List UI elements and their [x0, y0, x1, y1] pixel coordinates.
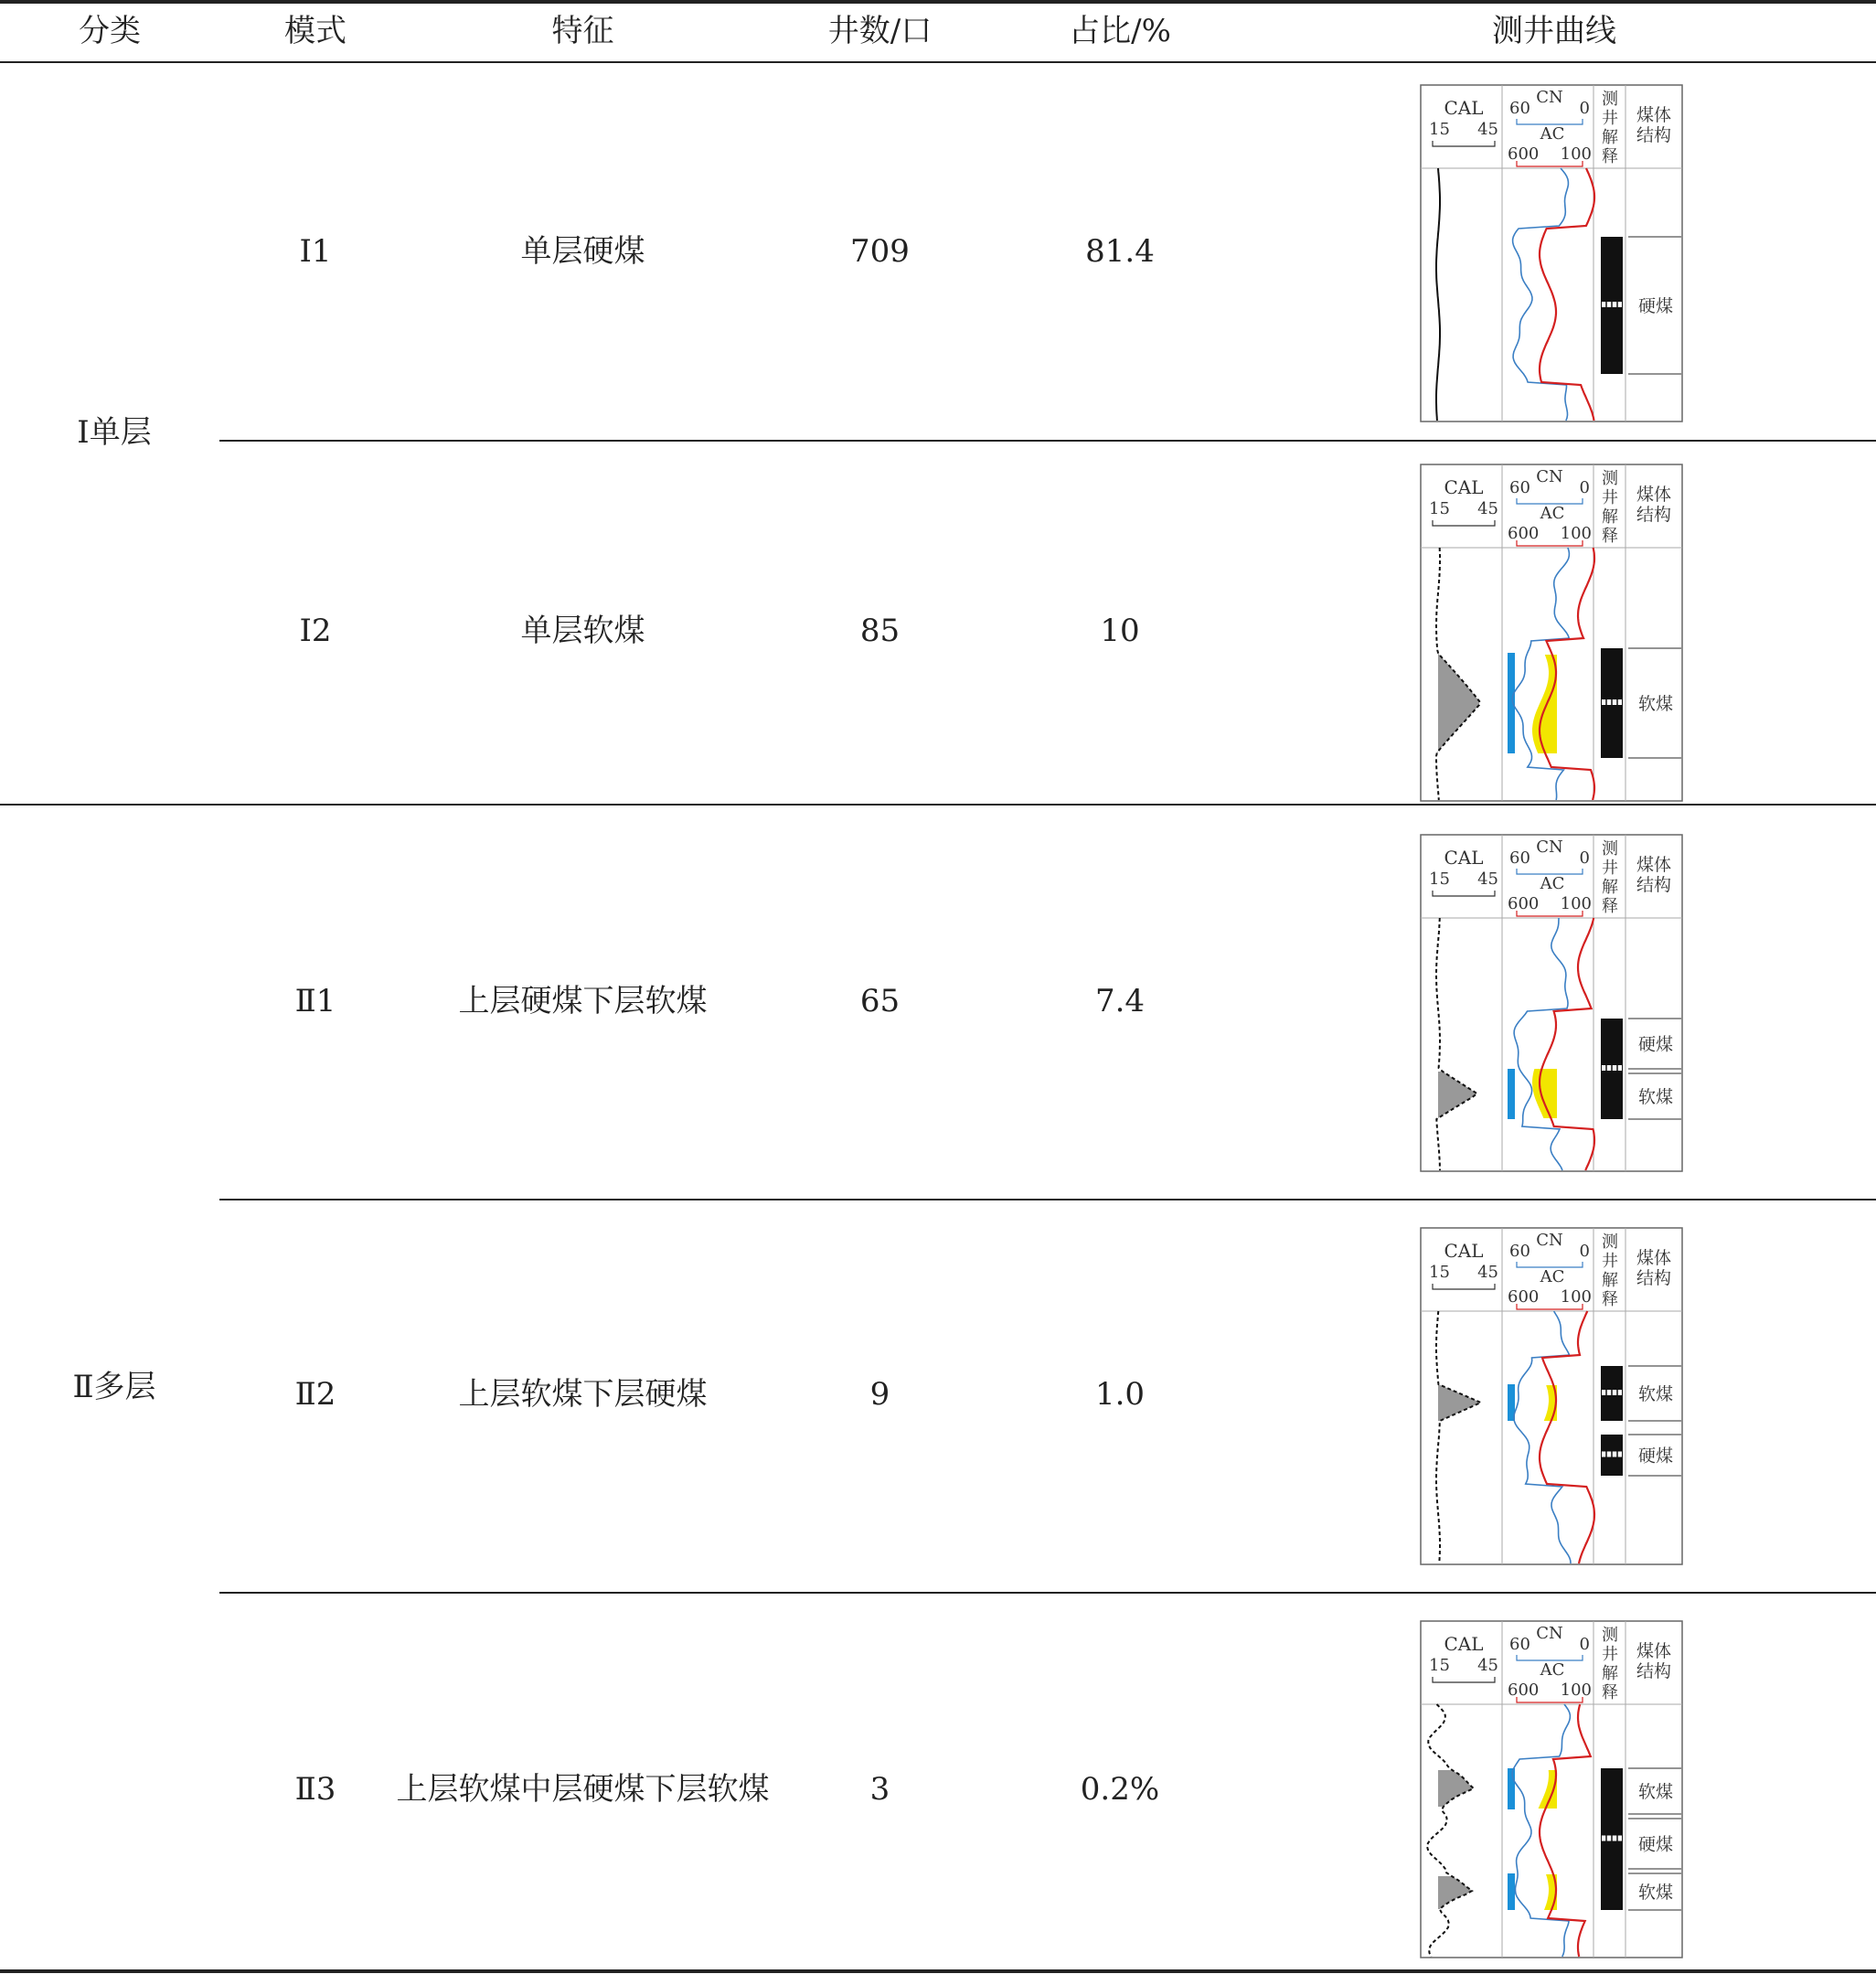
mode-cell: Ⅱ1 — [294, 983, 336, 1019]
cn-label: CN — [1536, 467, 1563, 486]
ac-label: AC — [1540, 504, 1565, 523]
cal-max-label: 45 — [1477, 120, 1498, 139]
cn-curve — [1512, 548, 1569, 800]
header-feature: 特征 — [551, 13, 614, 49]
header-curve: 测井曲线 — [1492, 13, 1616, 49]
interp-label-char: 解 — [1602, 128, 1618, 147]
ac-curve — [1540, 168, 1594, 421]
header-wells: 井数/口 — [827, 13, 933, 49]
structure-label-line: 结构 — [1636, 505, 1672, 525]
well-log-svg — [1420, 1227, 1683, 1565]
well-log-figure — [1420, 464, 1683, 802]
cal-soft-fill — [1438, 1876, 1472, 1909]
cal-min-label: 15 — [1429, 1656, 1450, 1675]
well-log-figure — [1420, 834, 1683, 1172]
structure-label: 软煤 — [1637, 694, 1674, 714]
ratio-cell: 7.4 — [1094, 983, 1146, 1019]
structure-label-line: 煤体 — [1636, 1248, 1672, 1268]
interp-label-char: 井 — [1602, 109, 1618, 128]
structure-label-line: 煤体 — [1636, 1641, 1672, 1661]
interp-label-char: 解 — [1602, 1271, 1618, 1290]
cn-label: CN — [1536, 1624, 1563, 1643]
interp-label-char: 解 — [1602, 1664, 1618, 1683]
ac-curve — [1540, 548, 1594, 800]
cal-min-label: 15 — [1429, 870, 1450, 889]
wells-cell: 9 — [869, 1376, 890, 1413]
cal-scale-bar — [1433, 891, 1495, 896]
cal-soft-fill — [1438, 1770, 1474, 1807]
structure-label-line: 结构 — [1636, 125, 1672, 145]
feature-cell: 上层软煤中层硬煤下层软煤 — [396, 1771, 770, 1808]
interp-label-char: 测 — [1602, 1232, 1618, 1252]
ac-max-label: 100 — [1560, 524, 1592, 543]
well-log-figure — [1420, 1620, 1683, 1958]
cn-min-label: 60 — [1509, 848, 1530, 868]
cn-soft-fill — [1508, 1873, 1515, 1910]
ac-max-label: 100 — [1560, 894, 1592, 913]
header-mode: 模式 — [284, 13, 346, 49]
header-ratio: 占比/% — [1069, 13, 1171, 49]
cal-min-label: 15 — [1429, 1263, 1450, 1282]
cn-max-label: 0 — [1579, 1635, 1590, 1654]
cn-label: CN — [1536, 88, 1563, 107]
mode-cell: Ⅰ2 — [299, 613, 332, 649]
interp-label-char: 测 — [1602, 1626, 1618, 1645]
structure-label: 软煤 — [1637, 1384, 1674, 1404]
wells-cell: 85 — [859, 613, 901, 649]
cal-soft-fill — [1438, 1384, 1481, 1421]
ratio-cell: 1.0 — [1094, 1376, 1146, 1413]
cal-scale-bar — [1433, 1677, 1495, 1682]
cal-min-label: 15 — [1429, 120, 1450, 139]
interp-label-char: 测 — [1602, 469, 1618, 488]
cal-curve — [1436, 1311, 1481, 1563]
cn-curve — [1514, 1311, 1571, 1563]
structure-label-line: 结构 — [1636, 1661, 1672, 1681]
interp-label-char: 释 — [1602, 1683, 1618, 1702]
cal-min-label: 15 — [1429, 499, 1450, 518]
feature-cell: 上层软煤下层硬煤 — [458, 1376, 708, 1413]
ac-label: AC — [1540, 1267, 1565, 1286]
structure-label-line: 结构 — [1636, 875, 1672, 895]
interp-label-char: 解 — [1602, 878, 1618, 897]
interp-label-char: 释 — [1602, 1290, 1618, 1309]
mode-cell: Ⅱ2 — [294, 1376, 336, 1413]
ac-soft-fill — [1532, 1069, 1557, 1118]
ac-curve — [1540, 1704, 1591, 1957]
ratio-cell: 0.2% — [1080, 1771, 1160, 1808]
structure-label: 软煤 — [1637, 1883, 1674, 1903]
cal-label: CAL — [1444, 476, 1484, 498]
cn-min-label: 60 — [1509, 1635, 1530, 1654]
cn-label: CN — [1536, 838, 1563, 857]
well-log-svg — [1420, 464, 1683, 802]
ac-max-label: 100 — [1560, 1287, 1592, 1307]
ac-min-label: 600 — [1508, 1681, 1540, 1700]
interp-label-char: 释 — [1602, 897, 1618, 916]
row-divider — [219, 1592, 1876, 1594]
cal-scale-bar — [1433, 520, 1495, 526]
cn-max-label: 0 — [1579, 478, 1590, 497]
ac-min-label: 600 — [1508, 894, 1540, 913]
cal-max-label: 45 — [1477, 1656, 1498, 1675]
well-log-svg — [1420, 834, 1683, 1172]
group-label: Ⅱ多层 — [72, 1369, 156, 1405]
interp-label-char: 释 — [1602, 527, 1618, 546]
cal-soft-fill — [1437, 654, 1479, 752]
well-log-figure — [1420, 84, 1683, 422]
cn-max-label: 0 — [1579, 1242, 1590, 1261]
ac-label: AC — [1540, 1660, 1565, 1680]
cn-min-label: 60 — [1509, 1242, 1530, 1261]
structure-label: 硬煤 — [1637, 296, 1674, 316]
cn-min-label: 60 — [1509, 99, 1530, 118]
feature-cell: 单层软煤 — [520, 613, 645, 649]
ac-curve — [1540, 918, 1594, 1170]
ac-min-label: 600 — [1508, 144, 1540, 164]
structure-label-line: 煤体 — [1636, 855, 1672, 875]
cn-max-label: 0 — [1579, 848, 1590, 868]
structure-label: 硬煤 — [1637, 1834, 1674, 1855]
ratio-cell: 10 — [1100, 613, 1140, 649]
ac-min-label: 600 — [1508, 524, 1540, 543]
ac-soft-fill — [1532, 655, 1557, 753]
ac-label: AC — [1540, 124, 1565, 144]
interp-label-char: 测 — [1602, 90, 1618, 109]
header-bottom-rule — [0, 61, 1876, 63]
cn-soft-fill — [1508, 1069, 1515, 1119]
cal-scale-bar — [1433, 141, 1495, 146]
group-label: Ⅰ单层 — [77, 414, 152, 451]
ac-min-label: 600 — [1508, 1287, 1540, 1307]
table-top-rule — [0, 0, 1876, 4]
structure-label: 软煤 — [1637, 1087, 1674, 1107]
row-divider — [219, 440, 1876, 442]
cal-curve — [1427, 1704, 1474, 1957]
structure-label-line: 煤体 — [1636, 105, 1672, 125]
row-divider — [219, 1199, 1876, 1200]
feature-cell: 上层硬煤下层软煤 — [458, 983, 708, 1019]
cn-soft-fill — [1508, 653, 1515, 753]
ac-max-label: 100 — [1560, 144, 1592, 164]
cal-max-label: 45 — [1477, 499, 1498, 518]
structure-label-line: 结构 — [1636, 1268, 1672, 1288]
cn-soft-fill — [1508, 1768, 1515, 1809]
ratio-cell: 81.4 — [1085, 233, 1155, 270]
group-divider — [0, 804, 1876, 806]
wells-cell: 65 — [859, 983, 901, 1019]
cal-label: CAL — [1444, 847, 1484, 869]
cal-label: CAL — [1444, 1240, 1484, 1262]
header-category: 分类 — [79, 13, 141, 49]
table-bottom-rule — [0, 1969, 1876, 1973]
cal-max-label: 45 — [1477, 1263, 1498, 1282]
well-log-svg — [1420, 84, 1683, 422]
cal-label: CAL — [1444, 1633, 1484, 1655]
structure-label: 软煤 — [1637, 1782, 1674, 1802]
structure-label-line: 煤体 — [1636, 485, 1672, 505]
cal-scale-bar — [1433, 1284, 1495, 1289]
interp-label-char: 释 — [1602, 147, 1618, 166]
cn-max-label: 0 — [1579, 99, 1590, 118]
cal-curve — [1436, 168, 1440, 421]
mode-cell: Ⅱ3 — [294, 1771, 336, 1808]
interp-label-char: 井 — [1602, 859, 1618, 878]
interp-label-char: 井 — [1602, 488, 1618, 507]
cal-max-label: 45 — [1477, 870, 1498, 889]
cal-curve — [1436, 918, 1477, 1170]
cal-soft-fill — [1436, 1072, 1476, 1119]
interp-label-char: 井 — [1602, 1645, 1618, 1664]
well-log-figure — [1420, 1227, 1683, 1565]
structure-label: 硬煤 — [1637, 1034, 1674, 1055]
mode-cell: Ⅰ1 — [299, 233, 332, 270]
interp-label-char: 井 — [1602, 1252, 1618, 1271]
interp-label-char: 测 — [1602, 839, 1618, 859]
feature-cell: 单层硬煤 — [520, 233, 645, 270]
cn-label: CN — [1536, 1231, 1563, 1250]
ac-label: AC — [1540, 874, 1565, 893]
structure-label: 硬煤 — [1637, 1446, 1674, 1467]
cn-min-label: 60 — [1509, 478, 1530, 497]
interp-label-char: 解 — [1602, 507, 1618, 527]
well-log-svg — [1420, 1620, 1683, 1958]
wells-cell: 709 — [850, 233, 910, 270]
ac-max-label: 100 — [1560, 1681, 1592, 1700]
wells-cell: 3 — [869, 1771, 890, 1808]
cn-curve — [1514, 918, 1568, 1170]
cal-label: CAL — [1444, 97, 1484, 119]
